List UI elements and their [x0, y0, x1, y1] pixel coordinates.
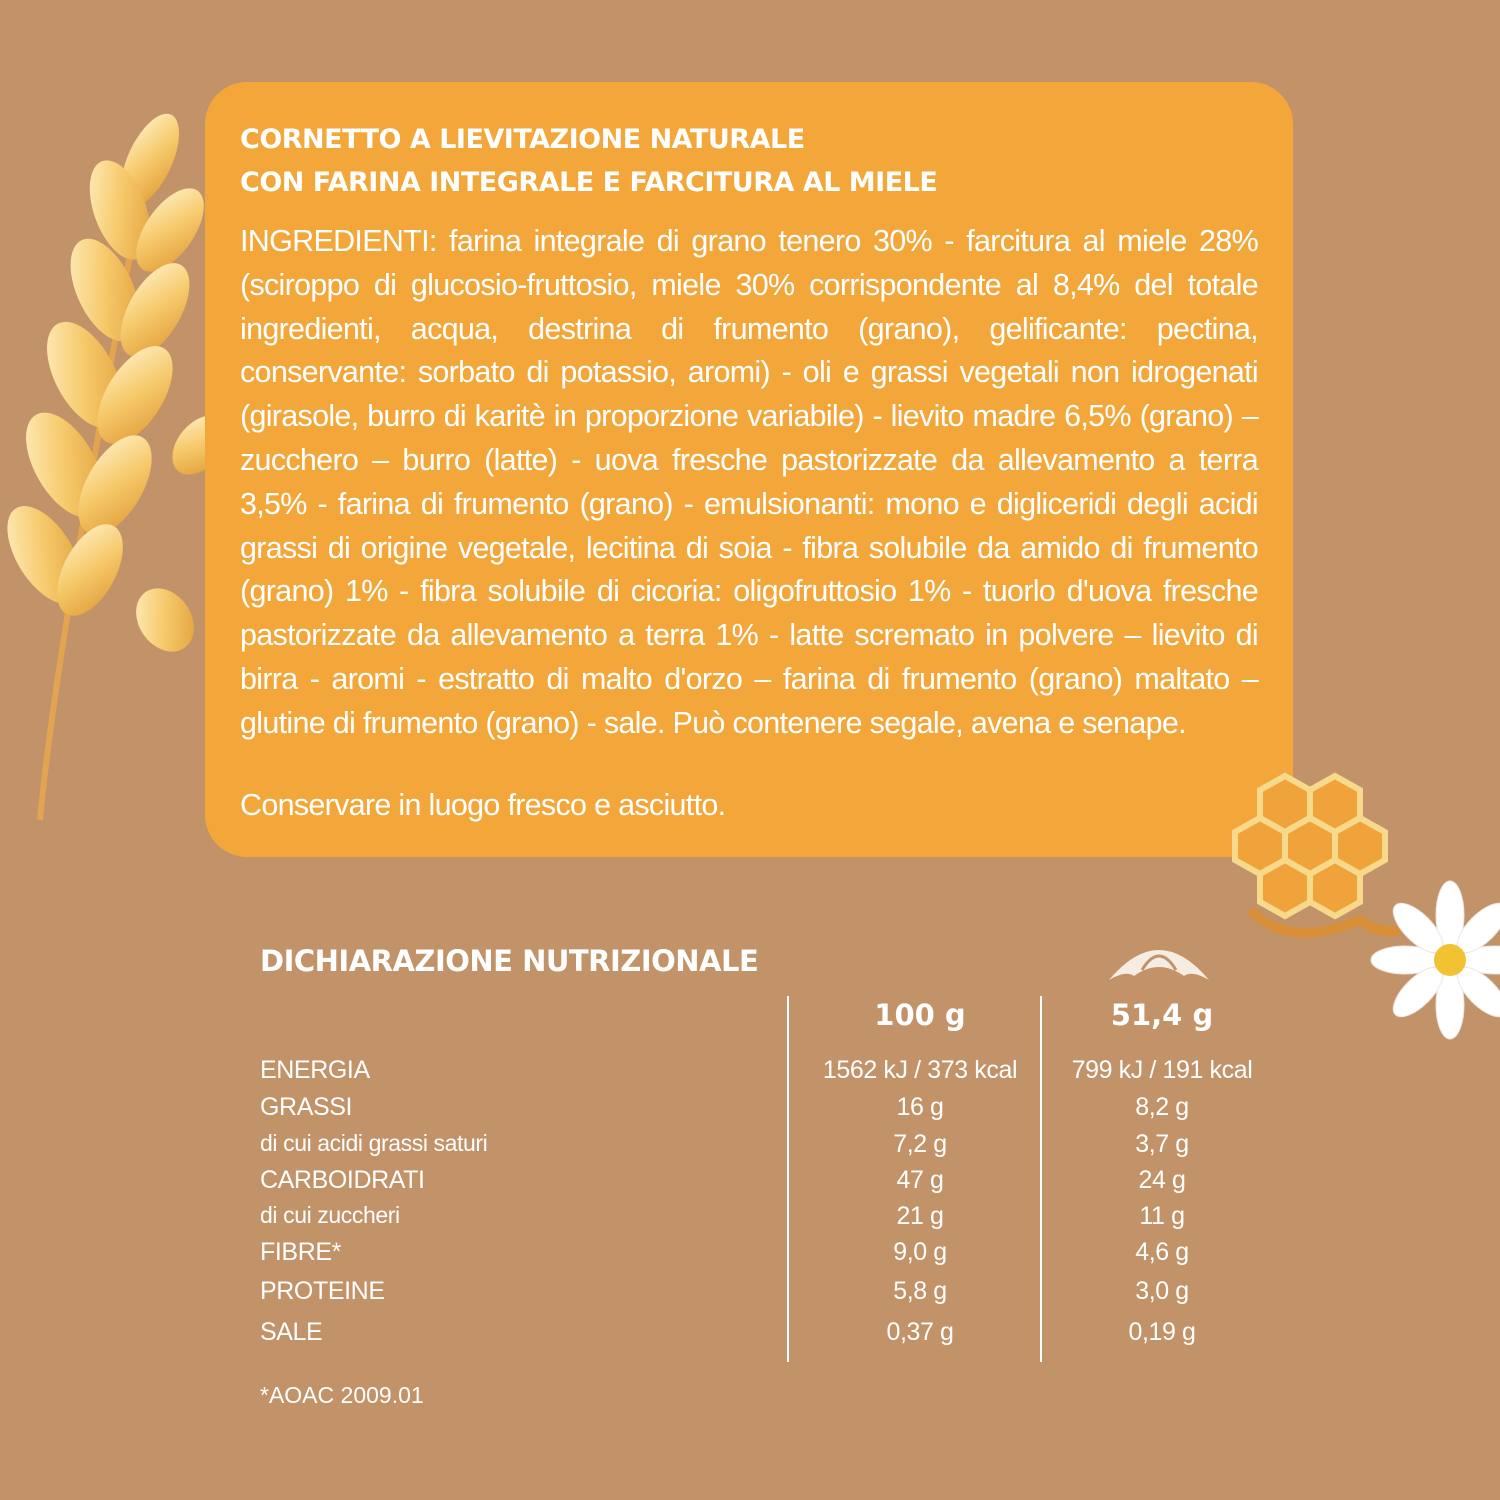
table-row: [260, 1093, 1260, 1129]
value-per-portion: 8,2 g: [1135, 1093, 1189, 1121]
table-row: [260, 1056, 1260, 1092]
value-per-portion: 4,6 g: [1135, 1238, 1189, 1266]
nutrient-label: di cui zuccheri: [260, 1202, 400, 1228]
product-title: [240, 118, 1270, 204]
croissant-icon: [1104, 932, 1214, 984]
value-per-100g: 16 g: [896, 1093, 944, 1121]
table-row: [260, 1202, 1260, 1238]
ingredients-text: INGREDIENTI: farina integrale di grano tenero 30% - farcitura al miele 28% (sciroppo di glucosio-fruttosio, miele 30% corrispondente al 8,4% del totale ingredienti, acqua, destrina di frumento (grano), gelificante: pectina, conservante: sorbato di potassio, aromi) - oli e grassi vegetali non idrogenati (girasole, burro di karitè in proporzione variabile) - lievito madre 6,5% (grano) – zucchero – burro (latte) - uova fresche pastorizzate da allevamento a terra 3,5% - farina di frumento (grano) - emulsionanti: mono e digliceridi degli acidi grassi di origine vegetale, lecitina di soia - fibra solubile da amido di frumento (grano) 1% - fibra solubile di cicoria: oligofruttosio 1% - tuorlo d'uova fresche pastorizzate da allevamento a terra 1% - latte scremato in polvere – lievito di birra - aromi - estratto di malto d'orzo – farina di frumento (grano) maltato – glutine di frumento (grano) - sale. Può contenere segale, avena e senape.: [240, 224, 1258, 740]
value-per-100g: 5,8 g: [893, 1277, 947, 1305]
product-title-line-2: CON FARINA INTEGRALE E FARCITURA AL MIELE: [240, 167, 938, 198]
value-per-100g: 47 g: [896, 1166, 944, 1194]
value-per-portion: 24 g: [1138, 1166, 1186, 1194]
table-row: [260, 1238, 1260, 1274]
value-per-100g: 21 g: [896, 1202, 944, 1230]
footnote: *AOAC 2009.01: [260, 1382, 424, 1408]
daisy-icon: [1371, 881, 1500, 1039]
nutrient-label: PROTEINE: [260, 1277, 385, 1305]
nutrient-label: di cui acidi grassi saturi: [260, 1130, 488, 1156]
value-per-100g: 7,2 g: [893, 1130, 947, 1158]
column-header-portion: 51,4 g: [1110, 998, 1214, 1032]
value-per-portion: 11 g: [1139, 1202, 1185, 1230]
column-header-100g: 100 g: [874, 998, 966, 1032]
value-per-100g: 9,0 g: [893, 1238, 947, 1266]
value-per-100g: 0,37 g: [886, 1318, 954, 1346]
value-per-100g: 1562 kJ / 373 kcal: [822, 1056, 1018, 1084]
table-row: [260, 1166, 1260, 1202]
storage-instructions: Conservare in luogo fresco e asciutto.: [240, 788, 726, 822]
nutrient-label: SALE: [260, 1318, 323, 1346]
nutrient-label: GRASSI: [260, 1093, 353, 1121]
table-row: [260, 1318, 1260, 1354]
value-per-portion: 3,0 g: [1135, 1277, 1189, 1305]
table-row: [260, 1130, 1260, 1166]
product-title-line-1: CORNETTO A LIEVITAZIONE NATURALE: [240, 124, 805, 155]
value-per-portion: 0,19 g: [1128, 1318, 1196, 1346]
value-per-portion: 3,7 g: [1135, 1130, 1189, 1158]
nutrient-label: ENERGIA: [260, 1056, 370, 1084]
nutrient-label: FIBRE*: [260, 1238, 341, 1266]
nutrient-label: CARBOIDRATI: [260, 1166, 425, 1194]
value-per-portion: 799 kJ / 191 kcal: [1071, 1056, 1253, 1084]
table-row: [260, 1277, 1260, 1313]
nutrition-title: DICHIARAZIONE NUTRIZIONALE: [260, 944, 759, 978]
